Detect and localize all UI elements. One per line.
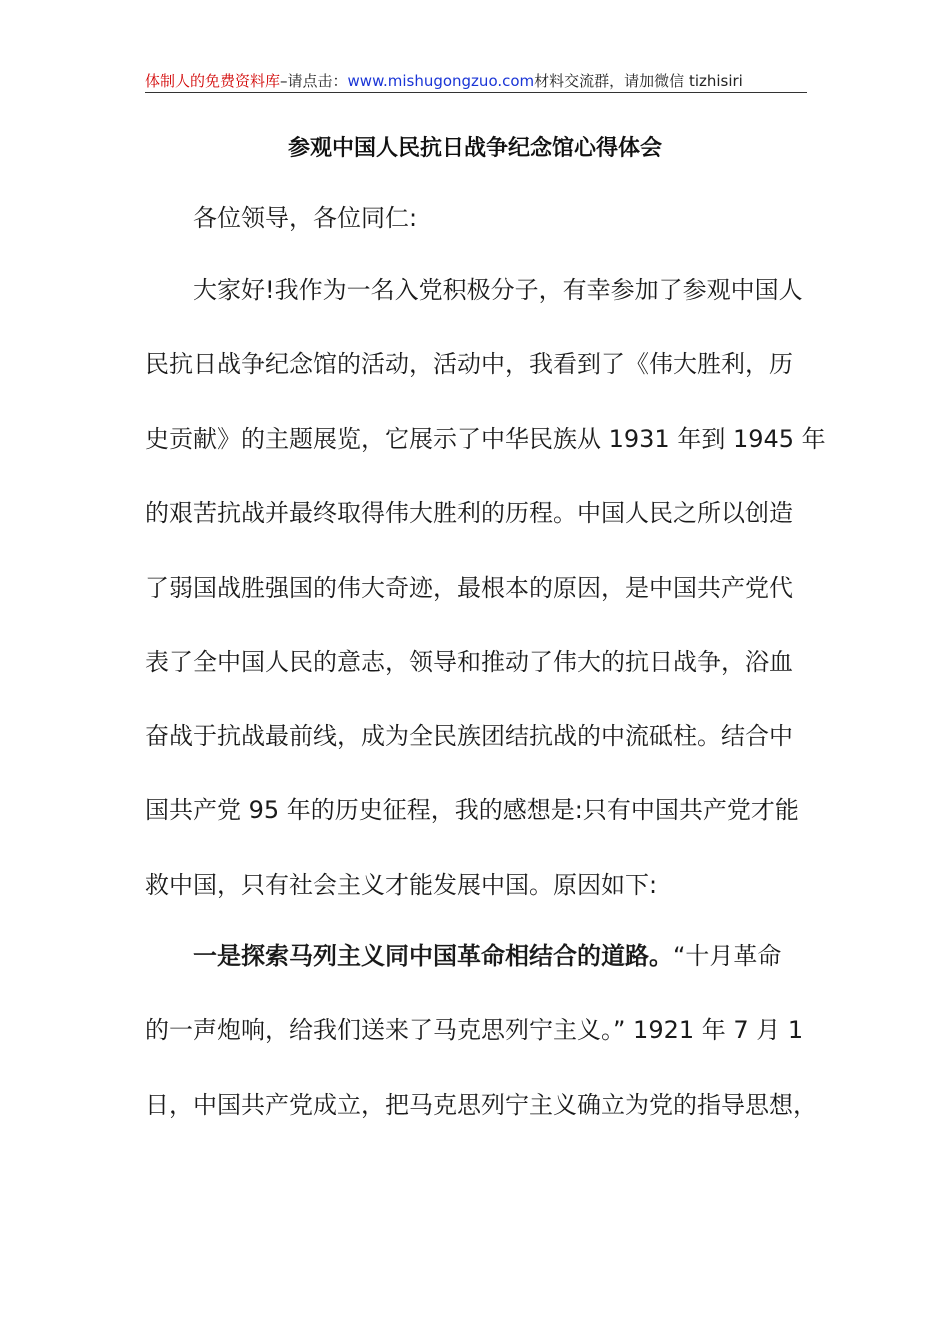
paragraph-line: 奋战于抗战最前线，成为全民族团结抗战的中流砥柱。结合中 [145, 722, 793, 750]
paragraph-line: 了弱国战胜强国的伟大奇迹，最根本的原因，是中国共产党代 [145, 574, 793, 602]
paragraph-line: 救中国，只有社会主义才能发展中国。原因如下: [145, 871, 658, 899]
section-heading-line [193, 939, 863, 973]
paragraph-line: 的艰苦抗战并最终取得伟大胜利的历程。中国人民之所以创造 [145, 499, 793, 527]
section-heading-rest: “十月革命 [673, 942, 782, 970]
greeting-line: 各位领导，各位同仁: [193, 204, 418, 232]
header-url-link[interactable]: www.mishugongzuo.com [347, 72, 535, 90]
page-header [145, 70, 807, 93]
document-title: 参观中国人民抗日战争纪念馆心得体会 [287, 136, 662, 161]
header-prompt: –请点击： [280, 72, 348, 90]
paragraph-line: 大家好!我作为一名入党积极分子，有幸参加了参观中国人 [193, 276, 803, 304]
paragraph-line: 表了全中国人民的意志，领导和推动了伟大的抗日战争，浴血 [145, 648, 793, 676]
section-heading: 一是探索马列主义同中国革命相结合的道路。 [193, 942, 673, 970]
paragraph-line: 的一声炮响，给我们送来了马克思列宁主义。” 1921 年 7 月 1 [145, 1016, 804, 1044]
header-contact: 材料交流群，请加微信 tizhisiri [534, 72, 743, 90]
paragraph-line: 国共产党 95 年的历史征程，我的感想是:只有中国共产党才能 [145, 796, 799, 824]
paragraph-line: 史贡献》的主题展览，它展示了中华民族从 1931 年到 1945 年 [145, 425, 826, 453]
paragraph-line: 日，中国共产党成立，把马克思列宁主义确立为党的指导思想， [145, 1091, 817, 1119]
header-site-name: 体制人的免费资料库 [145, 72, 281, 90]
paragraph-line: 民抗日战争纪念馆的活动，活动中，我看到了《伟大胜利，历 [145, 350, 793, 378]
